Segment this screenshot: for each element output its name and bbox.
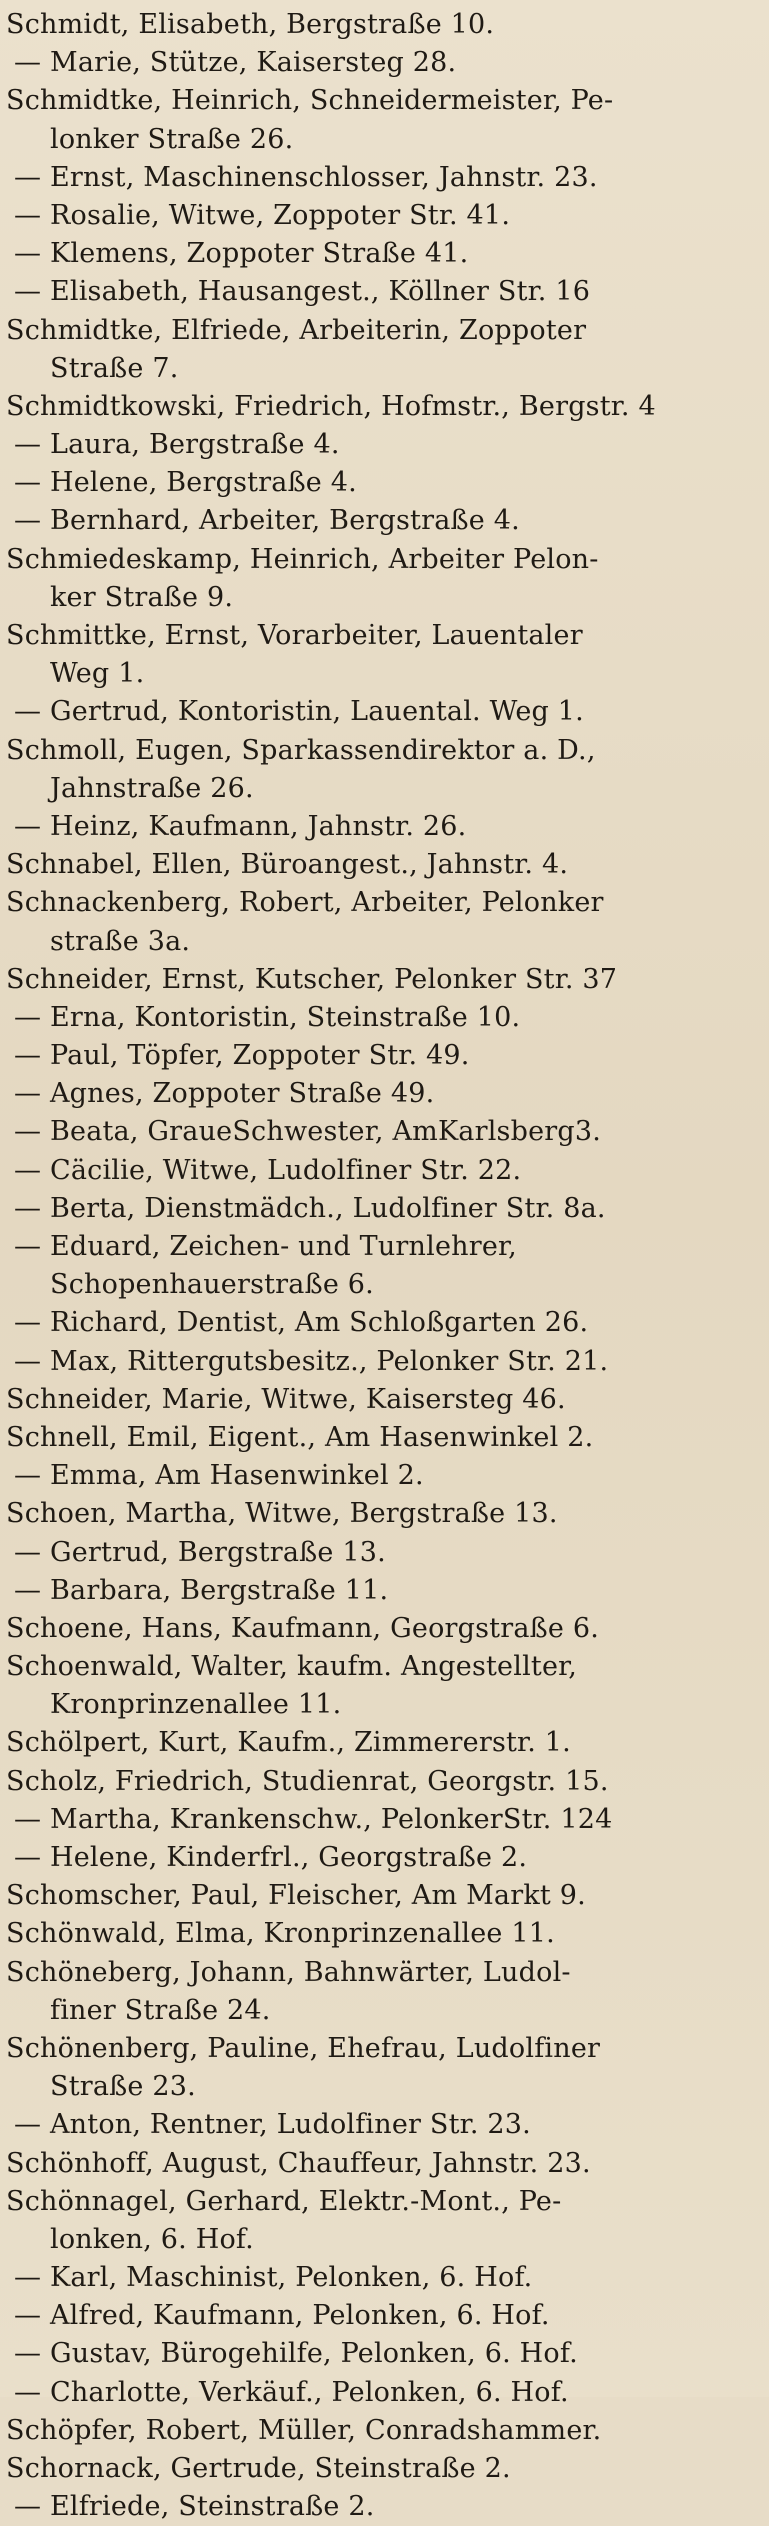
directory-entry: — Laura, Bergstraße 4.	[14, 429, 340, 461]
entry-continuation: Kronprinzenallee 11.	[50, 1689, 342, 1721]
directory-entry: — Charlotte, Verkäuf., Pelonken, 6. Hof.	[14, 2376, 569, 2408]
entry-continuation: Straße 23.	[50, 2071, 196, 2103]
directory-entry: — Rosalie, Witwe, Zoppoter Str. 41.	[14, 199, 511, 231]
directory-entry: Schneider, Marie, Witwe, Kaisersteg 46.	[6, 1383, 566, 1415]
entry-continuation: lonker Straße 26.	[50, 123, 294, 155]
directory-entry: — Barbara, Bergstraße 11.	[14, 1574, 389, 1606]
directory-entry: — Paul, Töpfer, Zoppoter Str. 49.	[14, 1040, 470, 1072]
directory-entry: — Elisabeth, Hausangest., Köllner Str. 16	[14, 276, 591, 308]
entry-continuation: lonken, 6. Hof.	[50, 2223, 254, 2255]
directory-entry: — Anton, Rentner, Ludolfiner Str. 23.	[14, 2109, 531, 2141]
entry-continuation: finer Straße 24.	[50, 1994, 271, 2026]
directory-entry: Schomscher, Paul, Fleischer, Am Markt 9.	[6, 1880, 586, 1912]
directory-entry: — Beata, GraueSchwester, AmKarlsberg3.	[14, 1116, 602, 1148]
directory-entry: — Martha, Krankenschw., PelonkerStr. 124	[14, 1803, 613, 1835]
directory-entry: Schöneberg, Johann, Bahnwärter, Ludol-	[6, 1956, 571, 1988]
directory-entry: — Gertrud, Kontoristin, Lauental. Weg 1.	[14, 696, 584, 728]
entry-continuation: straße 3a.	[50, 925, 191, 957]
directory-entry: Schmiedeskamp, Heinrich, Arbeiter Pelon-	[6, 543, 599, 575]
directory-entry: Schölpert, Kurt, Kaufm., Zimmererstr. 1.	[6, 1727, 571, 1759]
directory-entry: — Richard, Dentist, Am Schloßgarten 26.	[14, 1307, 589, 1339]
directory-entry: Scholz, Friedrich, Studienrat, Georgstr. 15.	[6, 1765, 609, 1797]
directory-entry: — Klemens, Zoppoter Straße 41.	[14, 238, 469, 270]
directory-entry: — Heinz, Kaufmann, Jahnstr. 26.	[14, 810, 467, 842]
entry-continuation: Weg 1.	[50, 658, 145, 690]
directory-entry: — Eduard, Zeichen- und Turnlehrer,	[14, 1231, 517, 1262]
directory-entry: Schnabel, Ellen, Büroangest., Jahnstr. 4.	[6, 849, 569, 881]
directory-entry: — Cäcilie, Witwe, Ludolfiner Str. 22.	[14, 1154, 522, 1186]
directory-entry: — Agnes, Zoppoter Straße 49.	[14, 1078, 435, 1110]
directory-entry: Schmidtke, Elfriede, Arbeiterin, Zoppoter	[6, 314, 587, 346]
directory-entry: Schmoll, Eugen, Sparkassendirektor a. D.,	[6, 734, 596, 766]
entry-continuation: ker Straße 9.	[50, 581, 234, 613]
directory-entry: Schönwald, Elma, Kronprinzenallee 11.	[6, 1918, 555, 1950]
directory-entry: Schönhoff, August, Chauffeur, Jahnstr. 23.	[6, 2147, 591, 2179]
directory-entry: Schmidtkowski, Friedrich, Hofmstr., Bergstr. 4	[6, 390, 656, 422]
directory-entry: Schoenwald, Walter, kaufm. Angestellter,	[6, 1651, 578, 1683]
directory-entry: — Elfriede, Steinstraße 2.	[14, 2491, 375, 2523]
directory-entry: Schönenberg, Pauline, Ehefrau, Ludolfiner	[6, 2032, 601, 2064]
directory-entry: Schoen, Martha, Witwe, Bergstraße 13.	[6, 1498, 558, 1530]
directory-entry: — Erna, Kontoristin, Steinstraße 10.	[14, 1001, 521, 1033]
entry-continuation: Schopenhauerstraße 6.	[50, 1269, 374, 1301]
directory-entry: — Berta, Dienstmädch., Ludolfiner Str. 8a.	[14, 1192, 606, 1224]
directory-entry: Schöpfer, Robert, Müller, Conradshammer.	[6, 2414, 602, 2446]
directory-entry: Schönnagel, Gerhard, Elektr.-Mont., Pe-	[6, 2185, 562, 2217]
directory-entry: — Helene, Kinderfrl., Georgstraße 2.	[14, 1842, 528, 1873]
directory-entry: Schneider, Ernst, Kutscher, Pelonker Str. 37	[6, 963, 618, 995]
directory-entry: — Emma, Am Hasenwinkel 2.	[14, 1460, 424, 1492]
directory-entry: — Max, Rittergutsbesitz., Pelonker Str. 21.	[14, 1345, 609, 1377]
directory-entry: Schmidtke, Heinrich, Schneidermeister, Pe-	[6, 85, 614, 117]
directory-entry: — Ernst, Maschinenschlosser, Jahnstr. 23.	[14, 161, 598, 193]
directory-entry: — Karl, Maschinist, Pelonken, 6. Hof.	[14, 2262, 533, 2294]
directory-entry: Schoene, Hans, Kaufmann, Georgstraße 6.	[6, 1612, 599, 1644]
directory-entry: Schnackenberg, Robert, Arbeiter, Pelonker	[6, 887, 604, 919]
directory-entry: — Marie, Stütze, Kaisersteg 28.	[14, 47, 457, 79]
directory-entry: Schornack, Gertrude, Steinstraße 2.	[6, 2453, 511, 2484]
directory-entry: — Gustav, Bürogehilfe, Pelonken, 6. Hof.	[14, 2338, 578, 2370]
directory-entry: Schmittke, Ernst, Vorarbeiter, Lauentaler	[6, 620, 583, 651]
entry-continuation: Jahnstraße 26.	[50, 772, 254, 804]
directory-entry: — Bernhard, Arbeiter, Bergstraße 4.	[14, 505, 520, 537]
directory-entry: Schnell, Emil, Eigent., Am Hasenwinkel 2.	[6, 1421, 594, 1453]
directory-entry: — Alfred, Kaufmann, Pelonken, 6. Hof.	[14, 2300, 550, 2332]
entry-continuation: Straße 7.	[50, 352, 179, 384]
directory-entry: Schmidt, Elisabeth, Bergstraße 10.	[6, 9, 495, 40]
directory-entry: — Helene, Bergstraße 4.	[14, 467, 357, 499]
directory-entry: — Gertrud, Bergstraße 13.	[14, 1536, 386, 1568]
